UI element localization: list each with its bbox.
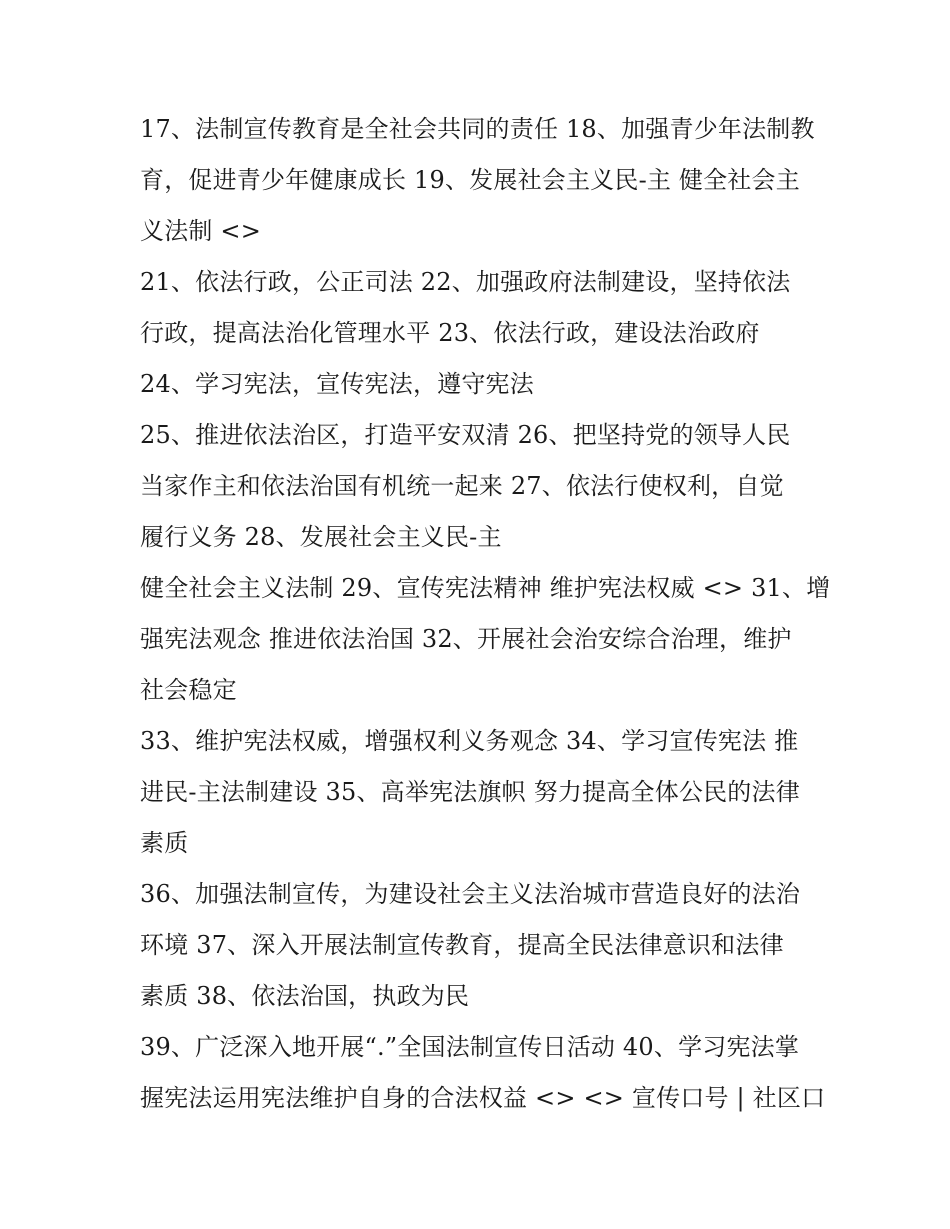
text-line: 素质 bbox=[140, 829, 189, 857]
text-line: 行政，提高法治化管理水平 23、依法行政，建设法治政府 bbox=[140, 319, 760, 347]
text-line: 健全社会主义法制 29、宣传宪法精神 维护宪法权威 <> 31、增 bbox=[140, 574, 831, 602]
text-line: 社会稳定 bbox=[140, 676, 237, 704]
text-line: 环境 37、深入开展法制宣传教育，提高全民法律意识和法律 bbox=[140, 931, 784, 959]
text-line: 33、维护宪法权威，增强权利义务观念 34、学习宣传宪法 推 bbox=[140, 727, 799, 755]
text-line: 24、学习宪法，宣传宪法，遵守宪法 bbox=[140, 370, 534, 398]
text-line: 强宪法观念 推进依法治国 32、开展社会治安综合治理，维护 bbox=[140, 625, 792, 653]
text-line: 义法制 <> bbox=[140, 217, 262, 245]
text-line: 25、推进依法治区，打造平安双清 26、把坚持党的领导人民 bbox=[140, 421, 791, 449]
text-line: 21、依法行政，公正司法 22、加强政府法制建设，坚持依法 bbox=[140, 268, 791, 296]
text-line: 39、广泛深入地开展“.”全国法制宣传日活动 40、学习宪法掌 bbox=[140, 1033, 800, 1061]
document-body bbox=[140, 104, 831, 1124]
text-line: 36、加强法制宣传，为建设社会主义法治城市营造良好的法治 bbox=[140, 880, 801, 908]
text-line: 素质 38、依法治国，执政为民 bbox=[140, 982, 470, 1010]
text-line: 履行义务 28、发展社会主义民-主 bbox=[140, 523, 502, 551]
text-line: 当家作主和依法治国有机统一起来 27、依法行使权利，自觉 bbox=[140, 472, 784, 500]
text-line: 17、法制宣传教育是全社会共同的责任 18、加强青少年法制教 bbox=[140, 115, 815, 143]
text-line: 进民-主法制建设 35、高举宪法旗帜 努力提高全体公民的法律 bbox=[140, 778, 800, 806]
text-line: 育，促进青少年健康成长 19、发展社会主义民-主 健全社会主 bbox=[140, 166, 800, 194]
text-line: 握宪法运用宪法维护自身的合法权益 <> <> 宣传口号 | 社区口 bbox=[140, 1084, 826, 1112]
